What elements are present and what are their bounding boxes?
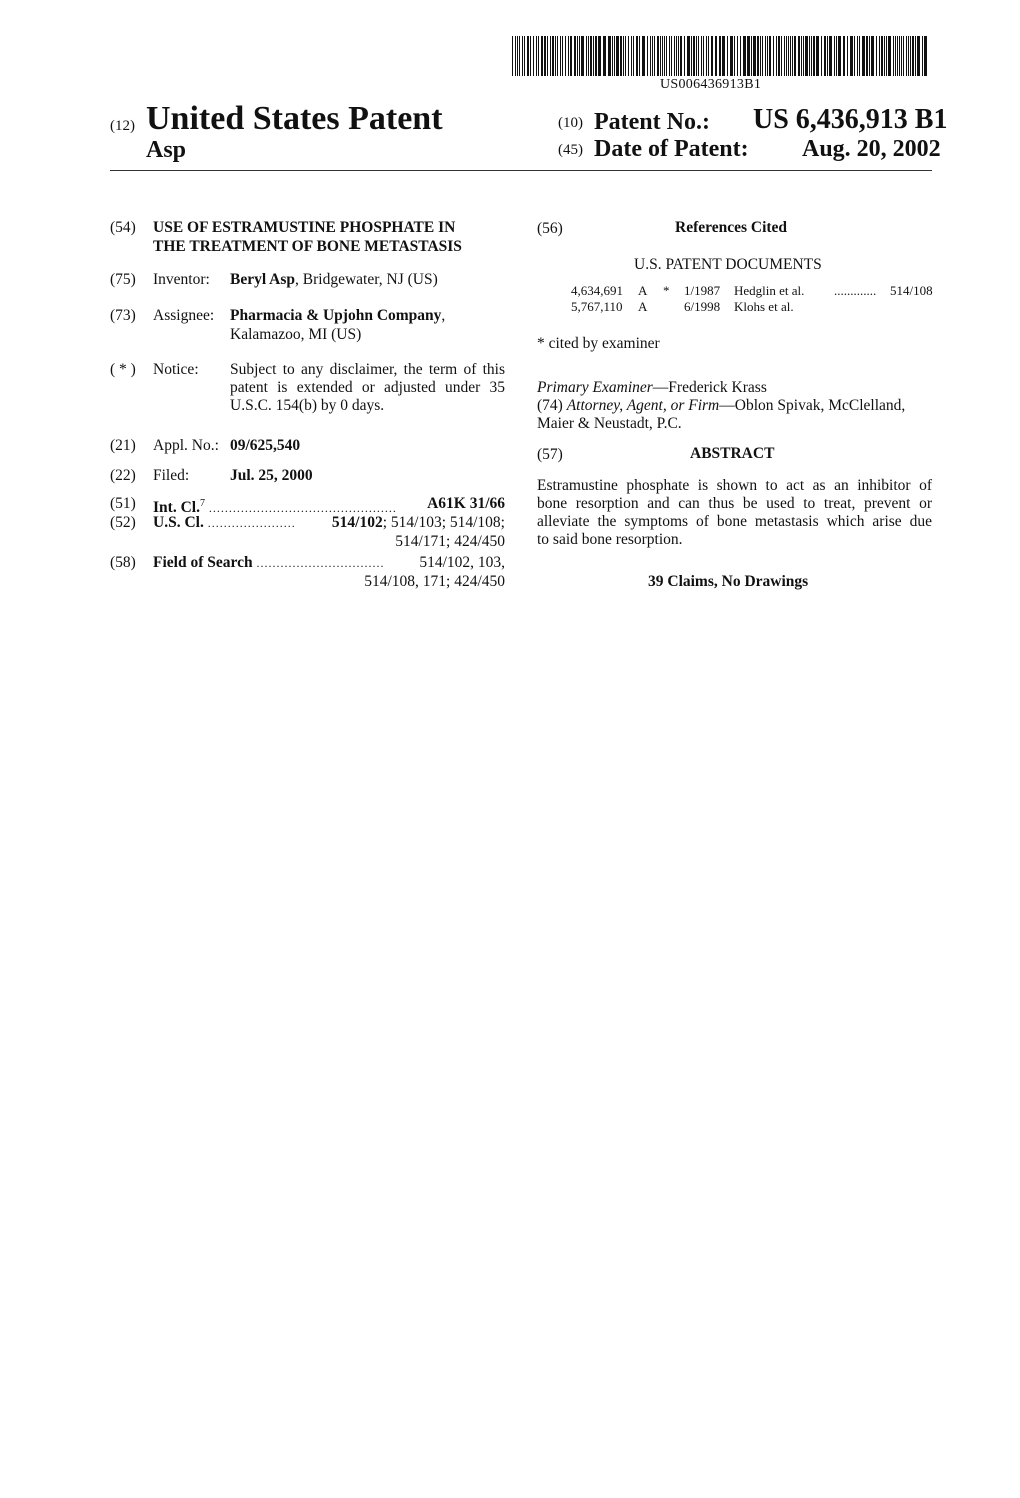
barcode-bar xyxy=(903,36,904,76)
barcode-bar xyxy=(533,36,534,76)
barcode-bar xyxy=(765,36,766,76)
ref-kind: A xyxy=(638,283,648,298)
ref-dots: ............. xyxy=(834,283,877,298)
barcode-bar xyxy=(538,36,539,76)
barcode-bar xyxy=(784,36,785,76)
barcode-bar xyxy=(669,36,670,76)
abstract-line-1: Estramustine phosphate is shown to act as an inhibitor of xyxy=(537,477,932,494)
barcode-bar xyxy=(850,36,853,76)
barcode-bar xyxy=(803,36,804,76)
uscl-line-2: 514/171; 424/450 xyxy=(395,533,505,550)
references-list xyxy=(571,283,933,315)
barcode-bar xyxy=(798,36,800,76)
barcode-bar xyxy=(603,36,606,76)
attorney-entry xyxy=(537,396,905,415)
barcode-bar xyxy=(530,36,531,76)
barcode-bar xyxy=(734,36,735,76)
barcode-bar xyxy=(552,36,554,76)
reference-row xyxy=(571,283,933,299)
inventor-location: , Bridgewater, NJ (US) xyxy=(295,271,438,288)
abstract-line-2: bone resorption and can thus be used to treat, prevent or xyxy=(537,495,932,512)
code-45: (45) xyxy=(558,142,583,158)
notice-label: Notice: xyxy=(153,361,199,378)
barcode-bar xyxy=(588,36,589,76)
barcode-bar xyxy=(693,36,695,76)
code-58: (58) xyxy=(110,554,136,571)
appl-label: Appl. No.: xyxy=(153,437,219,454)
barcode-bar xyxy=(722,36,725,76)
barcode-bar xyxy=(671,36,672,76)
code-52: (52) xyxy=(110,514,136,531)
barcode-bar xyxy=(544,36,546,76)
barcode-bar xyxy=(674,36,675,76)
barcode-bar xyxy=(805,36,808,76)
barcode-bar xyxy=(620,36,622,76)
notice-code: ( * ) xyxy=(110,361,136,378)
barcode xyxy=(512,36,930,76)
code-73: (73) xyxy=(110,307,136,324)
barcode-bar xyxy=(706,36,707,76)
barcode-bar xyxy=(881,36,883,76)
barcode-number: US006436913B1 xyxy=(660,77,762,92)
barcode-bar xyxy=(625,36,626,76)
barcode-bar xyxy=(647,36,648,76)
barcode-bar xyxy=(773,36,774,76)
inventor-surname: Asp xyxy=(146,137,187,163)
abstract-title: ABSTRACT xyxy=(690,445,775,462)
notice-line-2: patent is extended or adjusted under 35 xyxy=(230,379,505,396)
barcode-bar xyxy=(769,36,771,76)
barcode-bar xyxy=(811,36,812,76)
examiner-name: —Frederick Krass xyxy=(652,379,767,396)
barcode-bar xyxy=(879,36,880,76)
barcode-bar xyxy=(843,36,845,76)
barcode-bar xyxy=(827,36,828,76)
barcode-bar xyxy=(703,36,704,76)
header-rule xyxy=(110,170,932,171)
barcode-bar xyxy=(824,36,826,76)
barcode-bar xyxy=(691,36,692,76)
barcode-bar xyxy=(581,36,584,76)
barcode-bar xyxy=(834,36,835,76)
barcode-bar xyxy=(801,36,802,76)
barcode-bar xyxy=(767,36,768,76)
barcode-bar xyxy=(664,36,665,76)
barcode-bar xyxy=(522,36,523,76)
assignee-location: Kalamazoo, MI (US) xyxy=(230,326,362,343)
assignee-entry xyxy=(230,306,445,325)
barcode-bar xyxy=(760,36,761,76)
intcl-label: Int. Cl. xyxy=(153,499,200,517)
notice-line-3: U.S.C. 154(b) by 0 days. xyxy=(230,397,385,414)
barcode-bar xyxy=(517,36,518,76)
barcode-bar xyxy=(869,36,870,76)
ref-inventor: Klohs et al. xyxy=(734,299,794,314)
ref-inventor: Hedglin et al. xyxy=(734,283,805,298)
barcode-bar xyxy=(570,36,572,76)
notice-line-1: Subject to any disclaimer, the term of this xyxy=(230,361,505,378)
us-docs-title: U.S. PATENT DOCUMENTS xyxy=(634,256,822,273)
assignee-label: Assignee: xyxy=(153,307,215,324)
ref-class: 514/108 xyxy=(890,283,933,298)
barcode-bar xyxy=(512,36,513,76)
barcode-bar xyxy=(577,36,578,76)
barcode-bar xyxy=(696,36,697,76)
ref-kind: A xyxy=(638,299,648,314)
fos-label: Field of Search xyxy=(153,554,253,571)
ref-star: * xyxy=(663,283,670,298)
barcode-bar xyxy=(550,36,551,76)
barcode-bar xyxy=(747,36,750,76)
barcode-bar xyxy=(657,36,659,76)
barcode-bar xyxy=(565,36,566,76)
ref-number: 4,634,691 xyxy=(571,283,623,298)
reference-row xyxy=(571,299,933,315)
abstract-line-3: alleviate the symptoms of bone metastasis which arise due xyxy=(537,513,932,530)
appl-number: 09/625,540 xyxy=(230,437,301,454)
barcode-bar xyxy=(838,36,841,76)
attorney-line-1: —Oblon Spivak, McClelland, xyxy=(719,397,906,414)
barcode-bar xyxy=(886,36,887,76)
barcode-bar xyxy=(917,36,920,76)
barcode-bar xyxy=(912,36,914,76)
assignee-name: Pharmacia & Upjohn Company xyxy=(230,307,442,324)
barcode-bar xyxy=(893,36,894,76)
code-56: (56) xyxy=(537,220,563,237)
barcode-bar xyxy=(866,36,868,76)
barcode-bar xyxy=(899,36,900,76)
examiner-entry xyxy=(537,378,767,397)
ref-number: 5,767,110 xyxy=(571,299,623,314)
barcode-bar xyxy=(612,36,613,76)
code-75: (75) xyxy=(110,271,136,288)
barcode-bar xyxy=(884,36,885,76)
barcode-bar xyxy=(701,36,702,76)
barcode-bar xyxy=(910,36,911,76)
barcode-bar xyxy=(876,36,877,76)
examiner-label: Primary Examiner xyxy=(537,379,653,396)
uscl-rest: ; 514/103; 514/108; xyxy=(382,514,505,531)
patent-no-label: Patent No.: xyxy=(594,109,710,135)
barcode-bar xyxy=(719,36,721,76)
ref-date: 6/1998 xyxy=(684,299,721,314)
barcode-bar xyxy=(562,36,563,76)
intcl-dots: ............................................... xyxy=(208,501,397,516)
barcode-bar xyxy=(586,36,587,76)
barcode-bar xyxy=(711,36,713,76)
barcode-bar xyxy=(871,36,874,76)
inventor-label: Inventor: xyxy=(153,271,210,288)
barcode-bar xyxy=(778,36,780,76)
barcode-bar xyxy=(568,36,569,76)
barcode-bar xyxy=(541,36,543,76)
patent-type-title: United States Patent xyxy=(146,100,443,137)
barcode-bar xyxy=(678,36,679,76)
barcode-bar xyxy=(788,36,789,76)
barcode-bar xyxy=(631,36,632,76)
title-line-2: THE TREATMENT OF BONE METASTASIS xyxy=(153,238,462,255)
barcode-bar xyxy=(623,36,624,76)
intcl-value: A61K 31/66 xyxy=(427,495,505,512)
ref-date: 1/1987 xyxy=(684,283,721,298)
barcode-bar xyxy=(715,36,717,76)
barcode-bar xyxy=(888,36,891,76)
barcode-bar xyxy=(590,36,592,76)
barcode-bar xyxy=(895,36,896,76)
barcode-bar xyxy=(906,36,907,76)
references-title: References Cited xyxy=(675,219,788,236)
barcode-bar xyxy=(614,36,615,76)
barcode-bar xyxy=(642,36,645,76)
title-line-1: USE OF ESTRAMUSTINE PHOSPHATE IN xyxy=(153,219,456,236)
barcode-bar xyxy=(737,36,738,76)
fos-line-1: 514/102, 103, xyxy=(419,554,505,571)
inventor-entry xyxy=(230,270,438,289)
barcode-bar xyxy=(519,36,520,76)
barcode-bar xyxy=(762,36,763,76)
barcode-bar xyxy=(751,36,752,76)
barcode-bar xyxy=(901,36,902,76)
fos-line-2: 514/108, 171; 424/450 xyxy=(364,573,505,590)
barcode-bar xyxy=(579,36,580,76)
patent-date: Aug. 20, 2002 xyxy=(802,136,941,162)
barcode-bar xyxy=(660,36,661,76)
barcode-bar xyxy=(854,36,855,76)
barcode-bar xyxy=(786,36,787,76)
barcode-bar xyxy=(753,36,756,76)
barcode-bar xyxy=(897,36,898,76)
barcode-bar xyxy=(598,36,601,76)
barcode-bar xyxy=(524,36,525,76)
barcode-bar xyxy=(557,36,558,76)
barcode-bar xyxy=(792,36,793,76)
barcode-bar xyxy=(813,36,815,76)
barcode-bar xyxy=(515,36,516,76)
barcode-bar xyxy=(727,36,728,76)
barcode-bar xyxy=(836,36,837,76)
uscl-label: U.S. Cl. xyxy=(153,514,204,531)
barcode-bar xyxy=(684,36,685,76)
filed-date: Jul. 25, 2000 xyxy=(230,467,313,484)
barcode-bar xyxy=(698,36,699,76)
inventor-name: Beryl Asp xyxy=(230,271,296,288)
barcode-bar xyxy=(857,36,858,76)
barcode-bar xyxy=(790,36,791,76)
code-22: (22) xyxy=(110,467,136,484)
barcode-bar xyxy=(652,36,653,76)
barcode-bar xyxy=(574,36,576,76)
filed-label: Filed: xyxy=(153,467,190,484)
code-21: (21) xyxy=(110,437,136,454)
barcode-bar xyxy=(593,36,594,76)
barcode-bar xyxy=(687,36,690,76)
barcode-bar xyxy=(781,36,782,76)
barcode-bar xyxy=(595,36,597,76)
barcode-bar xyxy=(757,36,759,76)
code-10: (10) xyxy=(558,115,583,131)
barcode-bar xyxy=(527,36,529,76)
barcode-bar xyxy=(809,36,810,76)
fos-dots: ................................ xyxy=(256,556,385,570)
uscl-main: 514/102 xyxy=(331,514,383,531)
patent-number: US 6,436,913 B1 xyxy=(753,104,948,135)
barcode-bar xyxy=(847,36,848,76)
barcode-bar xyxy=(924,36,927,76)
barcode-bar xyxy=(915,36,916,76)
abstract-line-4: to said bone resorption. xyxy=(537,531,683,548)
barcode-bar xyxy=(560,36,561,76)
date-label: Date of Patent: xyxy=(594,136,749,162)
barcode-bar xyxy=(662,36,663,76)
barcode-bar xyxy=(636,36,638,76)
claims-line: 39 Claims, No Drawings xyxy=(648,573,809,590)
barcode-bar xyxy=(639,36,640,76)
code-51: (51) xyxy=(110,495,136,512)
barcode-bar xyxy=(547,36,548,76)
barcode-bar xyxy=(740,36,741,76)
intcl-sup: 7 xyxy=(199,498,205,509)
barcode-bar xyxy=(708,36,709,76)
barcode-bar xyxy=(666,36,667,76)
fos-entry xyxy=(153,553,384,573)
barcode-bar xyxy=(821,36,822,76)
barcode-bar xyxy=(829,36,832,76)
barcode-bar xyxy=(616,36,619,76)
uscl-values xyxy=(332,513,505,532)
code-74: (74) xyxy=(537,397,563,414)
cited-note: * cited by examiner xyxy=(537,335,660,352)
barcode-bar xyxy=(776,36,777,76)
assignee-comma: , xyxy=(441,307,446,324)
barcode-bar xyxy=(816,36,819,76)
barcode-bar xyxy=(743,36,746,76)
barcode-bar xyxy=(908,36,909,76)
barcode-bar xyxy=(680,36,682,76)
barcode-bar xyxy=(628,36,629,76)
barcode-bar xyxy=(608,36,611,76)
attorney-label: Attorney, Agent, or Firm xyxy=(566,397,720,414)
barcode-bar xyxy=(536,36,537,76)
code-12: (12) xyxy=(110,118,135,134)
barcode-bar xyxy=(555,36,556,76)
code-54: (54) xyxy=(110,219,136,236)
barcode-bar xyxy=(650,36,651,76)
barcode-bar xyxy=(654,36,655,76)
barcode-bar xyxy=(794,36,796,76)
barcode-bar xyxy=(862,36,865,76)
barcode-bar xyxy=(730,36,733,76)
uscl-entry xyxy=(153,513,296,533)
barcode-bar xyxy=(859,36,860,76)
attorney-line-2: Maier & Neustadt, P.C. xyxy=(537,415,682,432)
uscl-dots: ...................... xyxy=(207,516,296,530)
barcode-bar xyxy=(676,36,677,76)
code-57: (57) xyxy=(537,446,563,463)
barcode-bar xyxy=(633,36,634,76)
barcode-bar xyxy=(922,36,923,76)
